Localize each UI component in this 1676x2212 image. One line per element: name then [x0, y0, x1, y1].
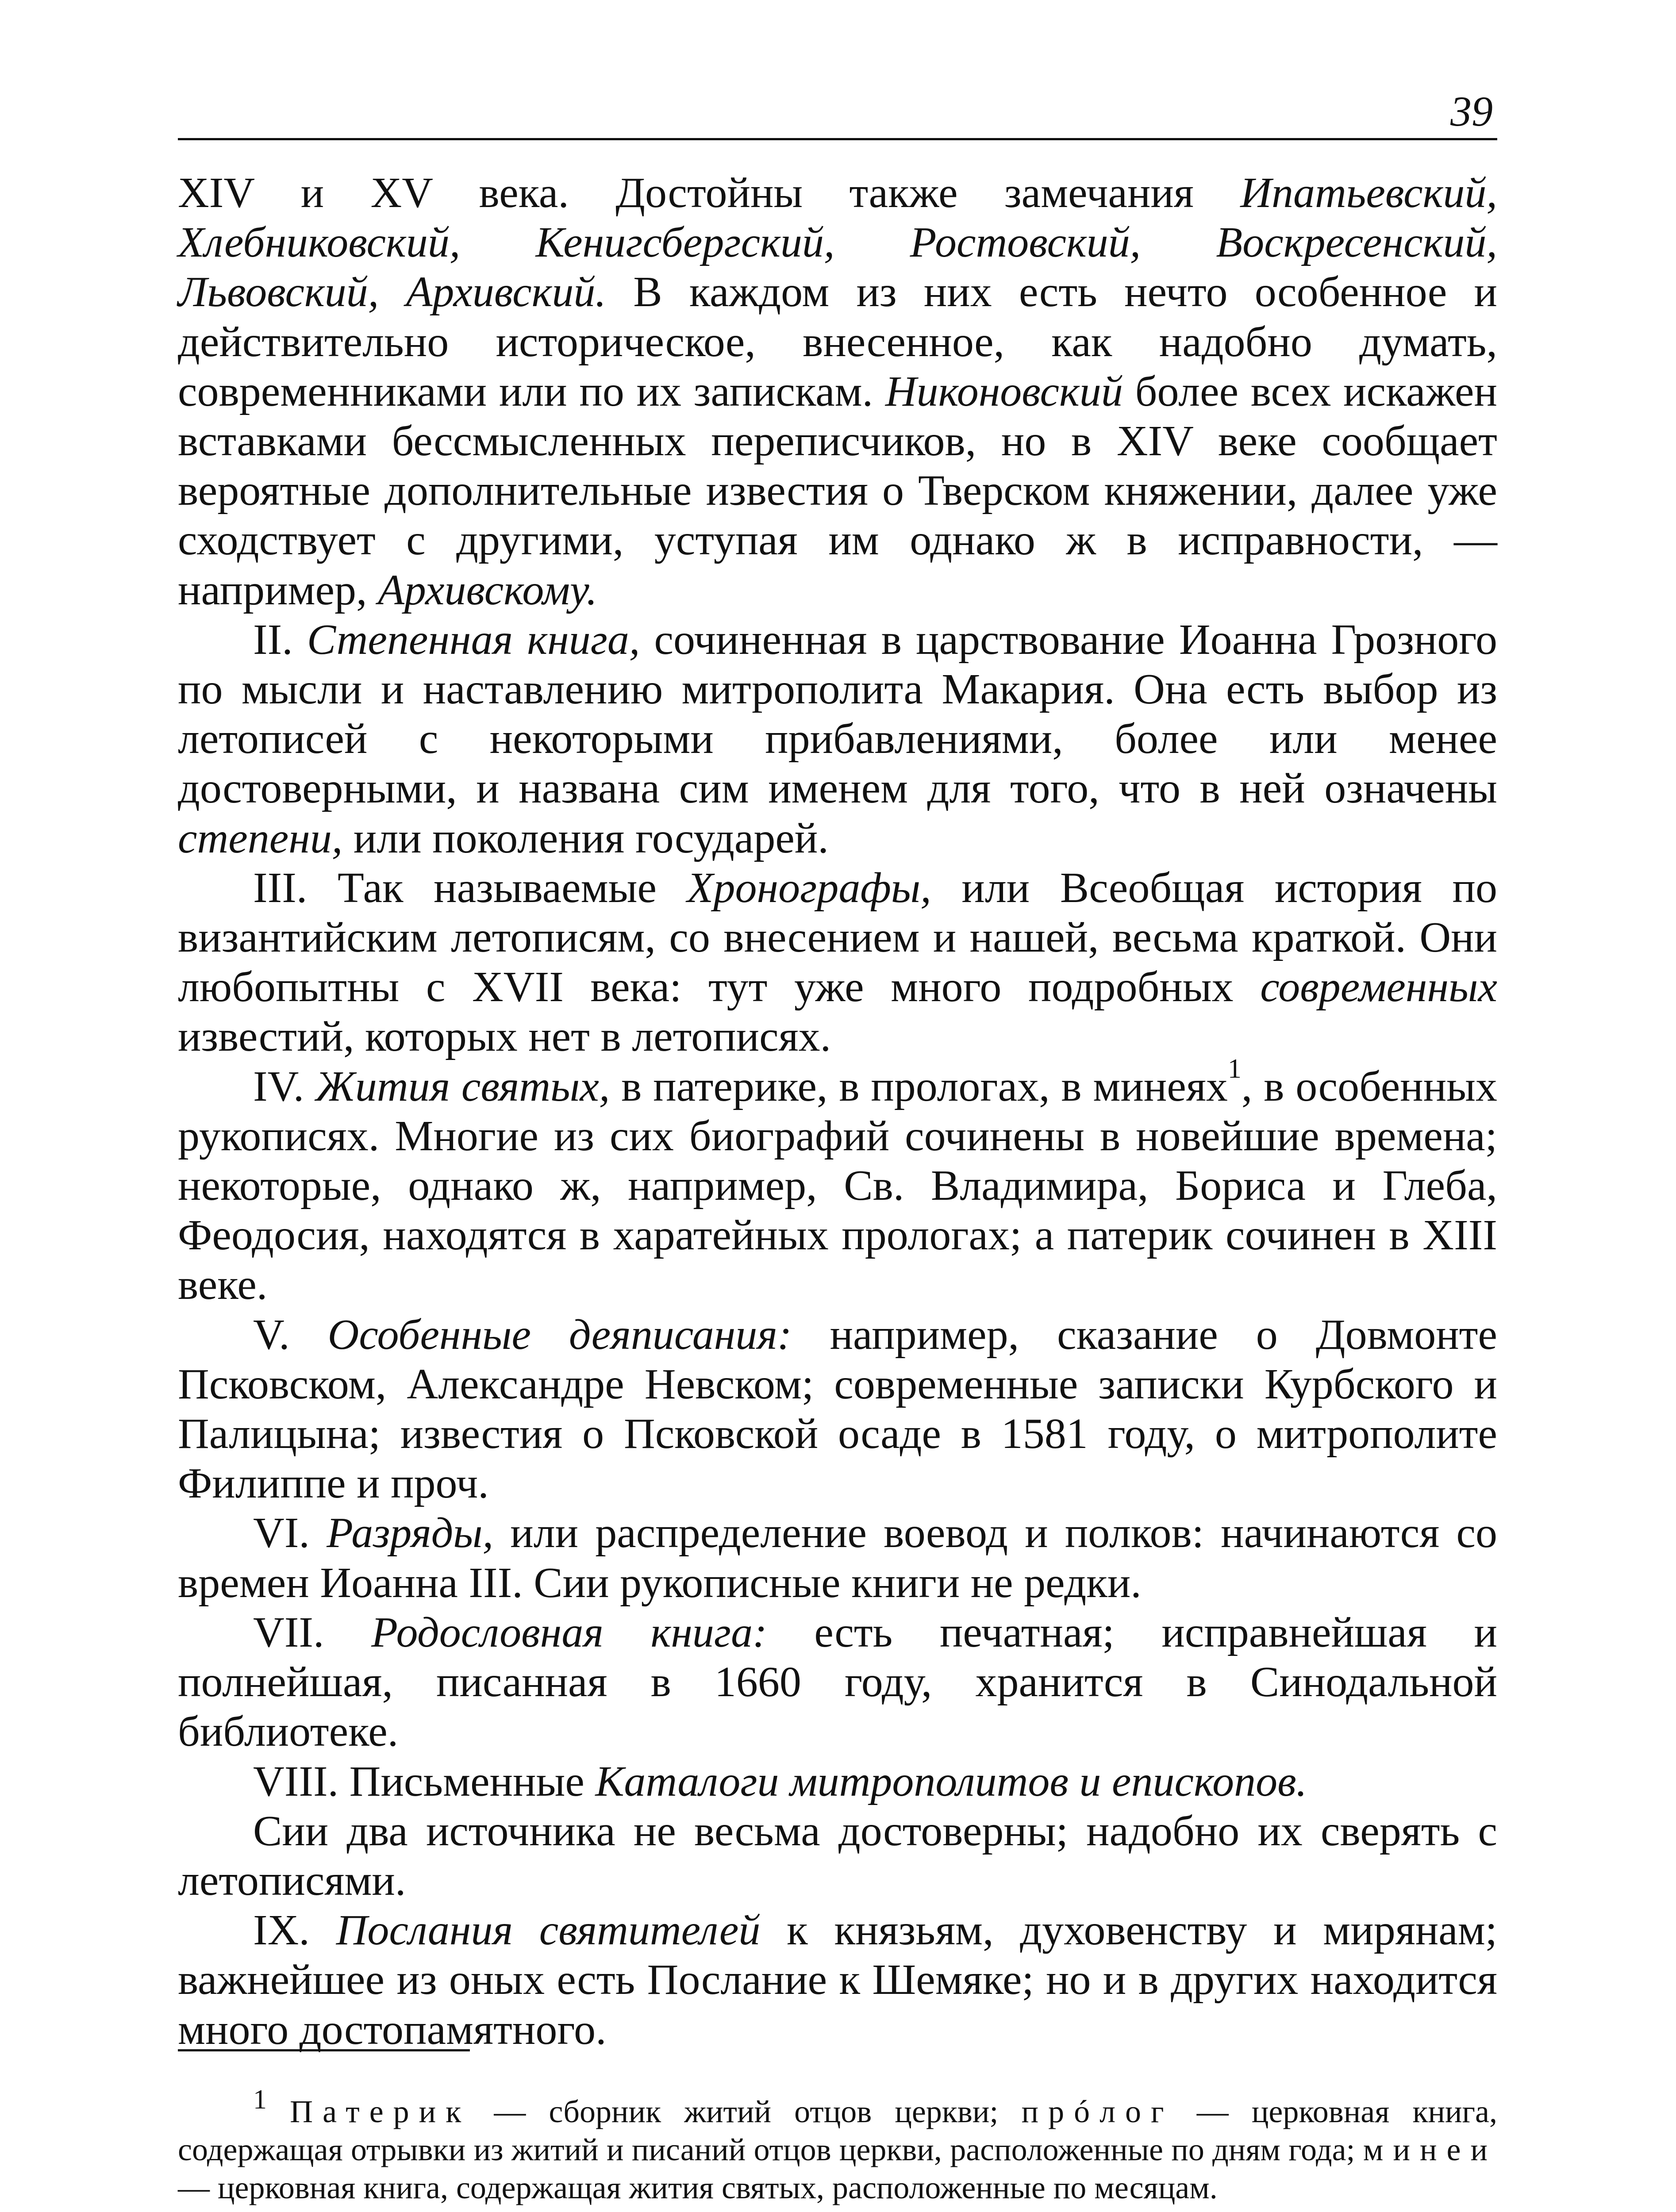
text-run: или распределение воевод и полков: начинаются со времен Иоанна III. Сии рукописные книги не редки.: [178, 1509, 1497, 1607]
italic-title: Жития святых,: [315, 1062, 610, 1110]
text-run: или поколения государей.: [342, 814, 829, 862]
paragraph: [178, 615, 1497, 863]
italic-title: Особенные деяписания:: [327, 1310, 792, 1359]
text-run: XIV и XV века. Достойны также замечания: [178, 169, 1241, 217]
text-run: Сии два источника не весьма достоверны; надобно их сверять с летописями.: [178, 1807, 1497, 1905]
italic-title: Разряды,: [327, 1509, 494, 1557]
italic-title: Родословная книга:: [371, 1608, 767, 1656]
italic-title: Хронографы,: [687, 864, 931, 912]
text-run: в патерике, в прологах, в минеях: [610, 1062, 1228, 1110]
italic-title: степени,: [178, 814, 343, 862]
text-run: к князьям, духовенству и мирянам; важнейшее из оных есть Послание к Шемяке; но и в других находится много достопамятного.: [178, 1906, 1497, 2054]
text-run: [267, 2094, 290, 2129]
text-run: известий, которых нет в летописях.: [178, 1013, 831, 1061]
paragraph: [178, 1053, 1497, 1310]
spaced-term: минеи: [1363, 2132, 1497, 2167]
italic-title: Никоновский: [885, 367, 1123, 415]
running-header: [178, 88, 1497, 140]
text-run: В каждом из них есть нечто особенное и действительно историческое, внесенное, как надобно думать, современниками или по их запискам.: [178, 268, 1497, 415]
text-run: IX.: [253, 1906, 336, 1955]
italic-title: Архивскому.: [378, 566, 597, 614]
italic-title: Каталоги митрополитов и епископов.: [595, 1757, 1307, 1805]
footnote-text: [178, 2085, 1498, 2207]
text-run: — сборник житий отцов церкви;: [471, 2094, 1022, 2129]
text-run: или Всеобщая история по византийским летописям, со внесением и нашей, весьма краткой. Они любопытны с XVII века: тут уже много подробных: [178, 864, 1497, 1011]
text-run: более всех искажен вставками бессмысленных переписчиков, но в XIV веке сообщает вероятные дополнительные известия о Тверском княжении, далее уже сходствует с другими, уступая им однако ж в исправности, — например,: [178, 367, 1497, 614]
paragraph: [178, 1608, 1497, 1757]
footnote-marker: 1: [253, 2085, 267, 2115]
text-run: , в особенных рукописях. Многие из сих биографий сочинены в новейшие времена; некоторые, однако ж, например, Св. Владимира, Бориса и Глеба, Феодосия, находятся в харатейных прологах; а патерик сочинен в XIII веке.: [178, 1062, 1497, 1309]
paragraph: [178, 1757, 1497, 1806]
paragraph: [178, 1508, 1497, 1607]
main-text: [178, 168, 1497, 2055]
text-run: — церковная книга, содержащая отрывки из житий и писаний отцов церкви, расположенные по дням года;: [178, 2094, 1498, 2167]
text-run: — церковная книга, содержащая жития святых, расположенные по месяцам.: [178, 2170, 1218, 2205]
footnote-marker: 1: [1227, 1053, 1242, 1084]
paragraph: [178, 1806, 1497, 1905]
text-run: VII.: [253, 1608, 372, 1656]
text-run: II.: [253, 615, 307, 664]
paragraph: [178, 1905, 1497, 2055]
text-run: например, сказание о Довмонте Псковском, Александре Невском; современные записки Курбского и Палицына; известия о Псковской осаде в 1581 году, о митрополите Филиппе и проч.: [178, 1310, 1497, 1508]
text-run: есть печатная; исправнейшая и полнейшая, писанная в 1660 году, хранится в Синодальной библиотеке.: [178, 1608, 1497, 1756]
spaced-term: Патерик: [290, 2094, 471, 2129]
text-run: IV.: [253, 1062, 316, 1110]
page-number: 39: [1450, 88, 1493, 135]
text-run: V.: [253, 1310, 328, 1359]
text-run: III. Так называемые: [253, 864, 687, 912]
text-run: VIII. Письменные: [253, 1757, 596, 1805]
text-run: VI.: [253, 1509, 327, 1557]
italic-title: современных: [1260, 963, 1497, 1011]
italic-title: Степенная книга,: [307, 615, 640, 664]
paragraph: [178, 1310, 1497, 1509]
italic-title: Ипатьевский, Хлебниковский, Кенигсбергский, Ростовский, Воскресенский, Львовский, Архивский.: [178, 169, 1497, 316]
footnote: [178, 2085, 1498, 2207]
paragraph: [178, 863, 1497, 1062]
text-run: сочиненная в царствование Иоанна Грозного по мысли и наставлению митрополита Макария. Она есть выбор из летописей с некоторыми прибавлениями, более или менее достоверными, и названа сим именем для того, что в ней означены: [178, 615, 1497, 813]
italic-title: Послания святителей: [336, 1906, 761, 1955]
spaced-term: прóлог: [1021, 2094, 1174, 2129]
paragraph: [178, 168, 1497, 615]
footnote-separator: [178, 2049, 470, 2051]
